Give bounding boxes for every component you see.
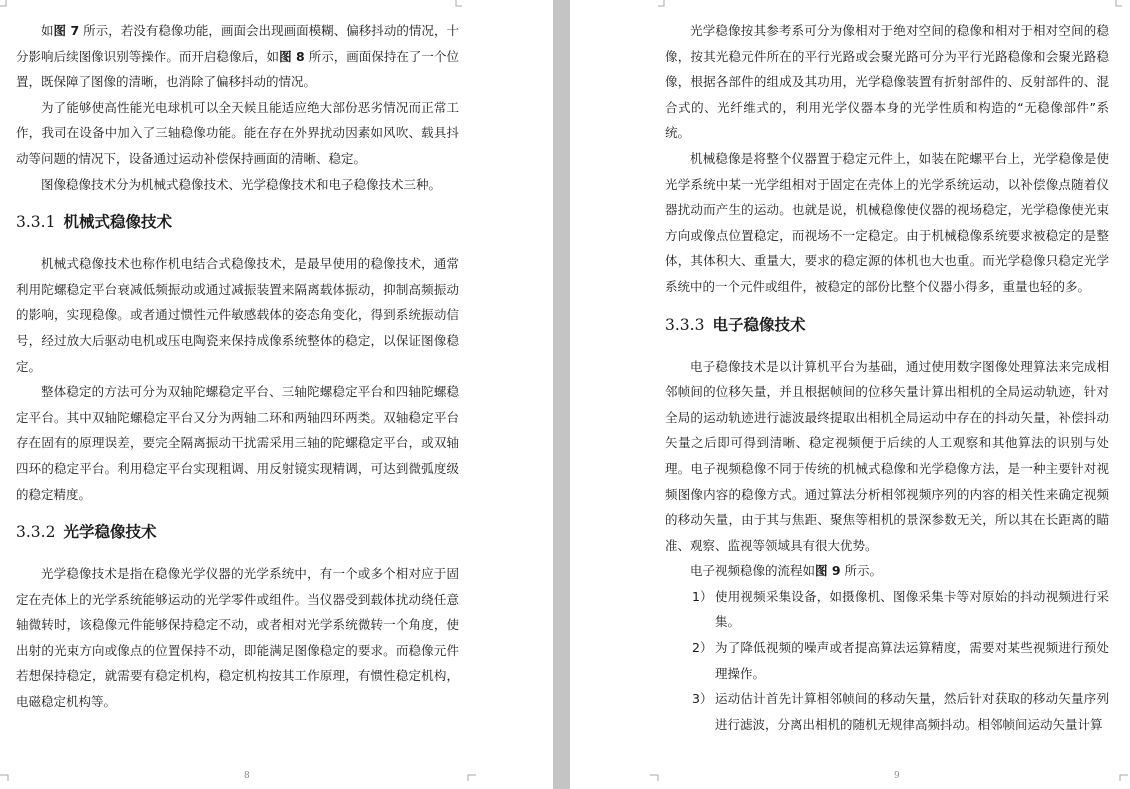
crop-mark-top-right	[444, 0, 462, 18]
paragraph-figure-9: 电子视频稳像的流程如图 9 所示。	[690, 563, 883, 579]
paragraph: 光学稳像按其参考系可分为像相对于绝对空间的稳像和相对于相对空间的稳像，按其光稳元件所在的平行光路或会聚光路可分为平行光路稳像和会聚光路稳像，根据各部件的组成及其功用，光学稳像装置有折射部件的、反射部件的、混合式的、光纤维式的，利用光学仪器本身的光学性质和构造的“无稳像部件”系统。	[665, 23, 1109, 141]
crop-mark-bottom-right	[458, 763, 476, 781]
document-page-9	[570, 0, 1130, 789]
paragraph: 机械式稳像技术也称作机电结合式稳像技术，是最早使用的稳像技术，通常利用陀螺稳定平台衰减低频振动或通过减振装置来隔离载体振动，抑制高频振动的影响，实现稳像。或者通过惯性元件敏感载体的姿态角变化，得到系统振动信号，经过放大后驱动电机或压电陶瓷来保持成像系统整体的稳定，以保证图像稳定。	[16, 256, 459, 374]
crop-mark-top-left	[658, 0, 676, 18]
paragraph-figure-7-8: 如图 7 所示，若没有稳像功能，画面会出现画面模糊、偏移抖动的情况，十分影响后续图像识别等操作。而开启稳像后，如图 8 所示，画面保持在了一个位置，既保障了图像的清晰，也消除了偏移抖动的情况。	[16, 23, 459, 90]
section-heading-3-3-2: 3.3.2 光学稳像技术	[16, 523, 157, 542]
process-steps-list	[665, 584, 1109, 738]
section-heading-3-3-1: 3.3.1 机械式稳像技术	[16, 213, 172, 232]
page-body	[665, 18, 1109, 737]
paragraph: 光学稳像技术是指在稳像光学仪器的光学系统中，有一个或多个相对应于固定在壳体上的光学系统能够运动的光学零件或组件。当仪器受到载体扰动绕任意轴微转时，该稳像元件能够保持稳定不动，或者相对光学系统微转一个角度，使出射的光束方向或像点的位置保持不动，即能满足图像稳定的要求。而稳像元件若想保持稳定，就需要有稳定机构，稳定机构按其工作原理，有惯性稳定机构，电磁稳定机构等。	[16, 566, 459, 710]
crop-mark-bottom-left	[650, 763, 668, 781]
list-item: 3） 运动估计首先计算相邻帧间的移动矢量，然后针对获取的移动矢量序列进行滤波，分离出相机的随机无规律高频抖动。相邻帧间运动矢量计算	[692, 691, 1109, 732]
crop-mark-bottom-right	[1110, 763, 1128, 781]
list-item: 2） 为了降低视频的噪声或者提高算法运算精度，需要对某些视频进行预处理操作。	[692, 640, 1109, 681]
document-page-8	[0, 0, 553, 789]
paragraph: 为了能够使高性能光电球机可以全天候且能适应绝大部份恶劣情况而正常工作，我司在设备中加入了三轴稳像功能。能在存在外界扰动因素如风吹、载具抖动等问题的情况下，设备通过运动补偿保持画面的清晰、稳定。	[16, 99, 459, 166]
page-body	[16, 18, 459, 715]
paragraph: 图像稳像技术分为机械式稳像技术、光学稳像技术和电子稳像技术三种。	[41, 176, 442, 192]
crop-mark-bottom-left	[0, 763, 18, 781]
section-heading-3-3-3: 3.3.3 电子稳像技术	[665, 315, 806, 334]
page-number: 8	[244, 771, 250, 781]
paragraph: 机械稳像是将整个仪器置于稳定元件上，如装在陀螺平台上，光学稳像是使光学系统中某一光学组相对于固定在壳体上的光学系统运动，以补偿像点随着仪器扰动而产生的运动。也就是说，机械稳像使仪器的视场稳定，光学稳像使光束方向或像点位置稳定，而视场不一定稳定。由于机械稳像系统要求被稳定的是整体，其体积大、重量大，要求的稳定源的体机也大也重。而光学稳像只稳定光学系统中的一个元件或组件，被稳定的部份比整个仪器小得多，重量也轻的多。	[665, 150, 1109, 294]
page-number: 9	[894, 771, 900, 781]
paragraph: 整体稳定的方法可分为双轴陀螺稳定平台、三轴陀螺稳定平台和四轴陀螺稳定平台。其中双轴陀螺稳定平台又分为两轴二环和两轴四环两类。双轴稳定平台存在固有的原理误差，要完全隔离振动干扰需采用三轴的陀螺稳定平台，或双轴四环的稳定平台。利用稳定平台实现粗调、用反射镜实现精调，可达到微弧度级的稳定精度。	[16, 384, 459, 502]
list-item: 1） 使用视频采集设备，如摄像机、图像采集卡等对原始的抖动视频进行采集。	[692, 588, 1109, 630]
page-gutter	[553, 0, 570, 789]
paragraph: 电子稳像技术是以计算机平台为基础，通过使用数字图像处理算法来完成相邻帧间的位移矢量，并且根据帧间的位移矢量计算出相机的全局运动轨迹，针对全局的运动轨迹进行滤波最终提取出相机全局运动中存在的抖动矢量，补偿抖动矢量之后即可得到清晰、稳定视频便于后续的人工观察和其他算法的识别与处理。电子视频稳像不同于传统的机械式稳像和光学稳像方法，是一种主要针对视频图像内容的稳像方式。通过算法分析相邻视频序列的内容的相关性来确定视频的移动矢量，由于其与焦距、聚焦等相机的景深参数无关，所以其在长距离的瞄准、观察、监视等领域具有很大优势。	[665, 358, 1109, 553]
crop-mark-top-right	[1104, 0, 1122, 18]
crop-mark-top-left	[0, 0, 18, 18]
